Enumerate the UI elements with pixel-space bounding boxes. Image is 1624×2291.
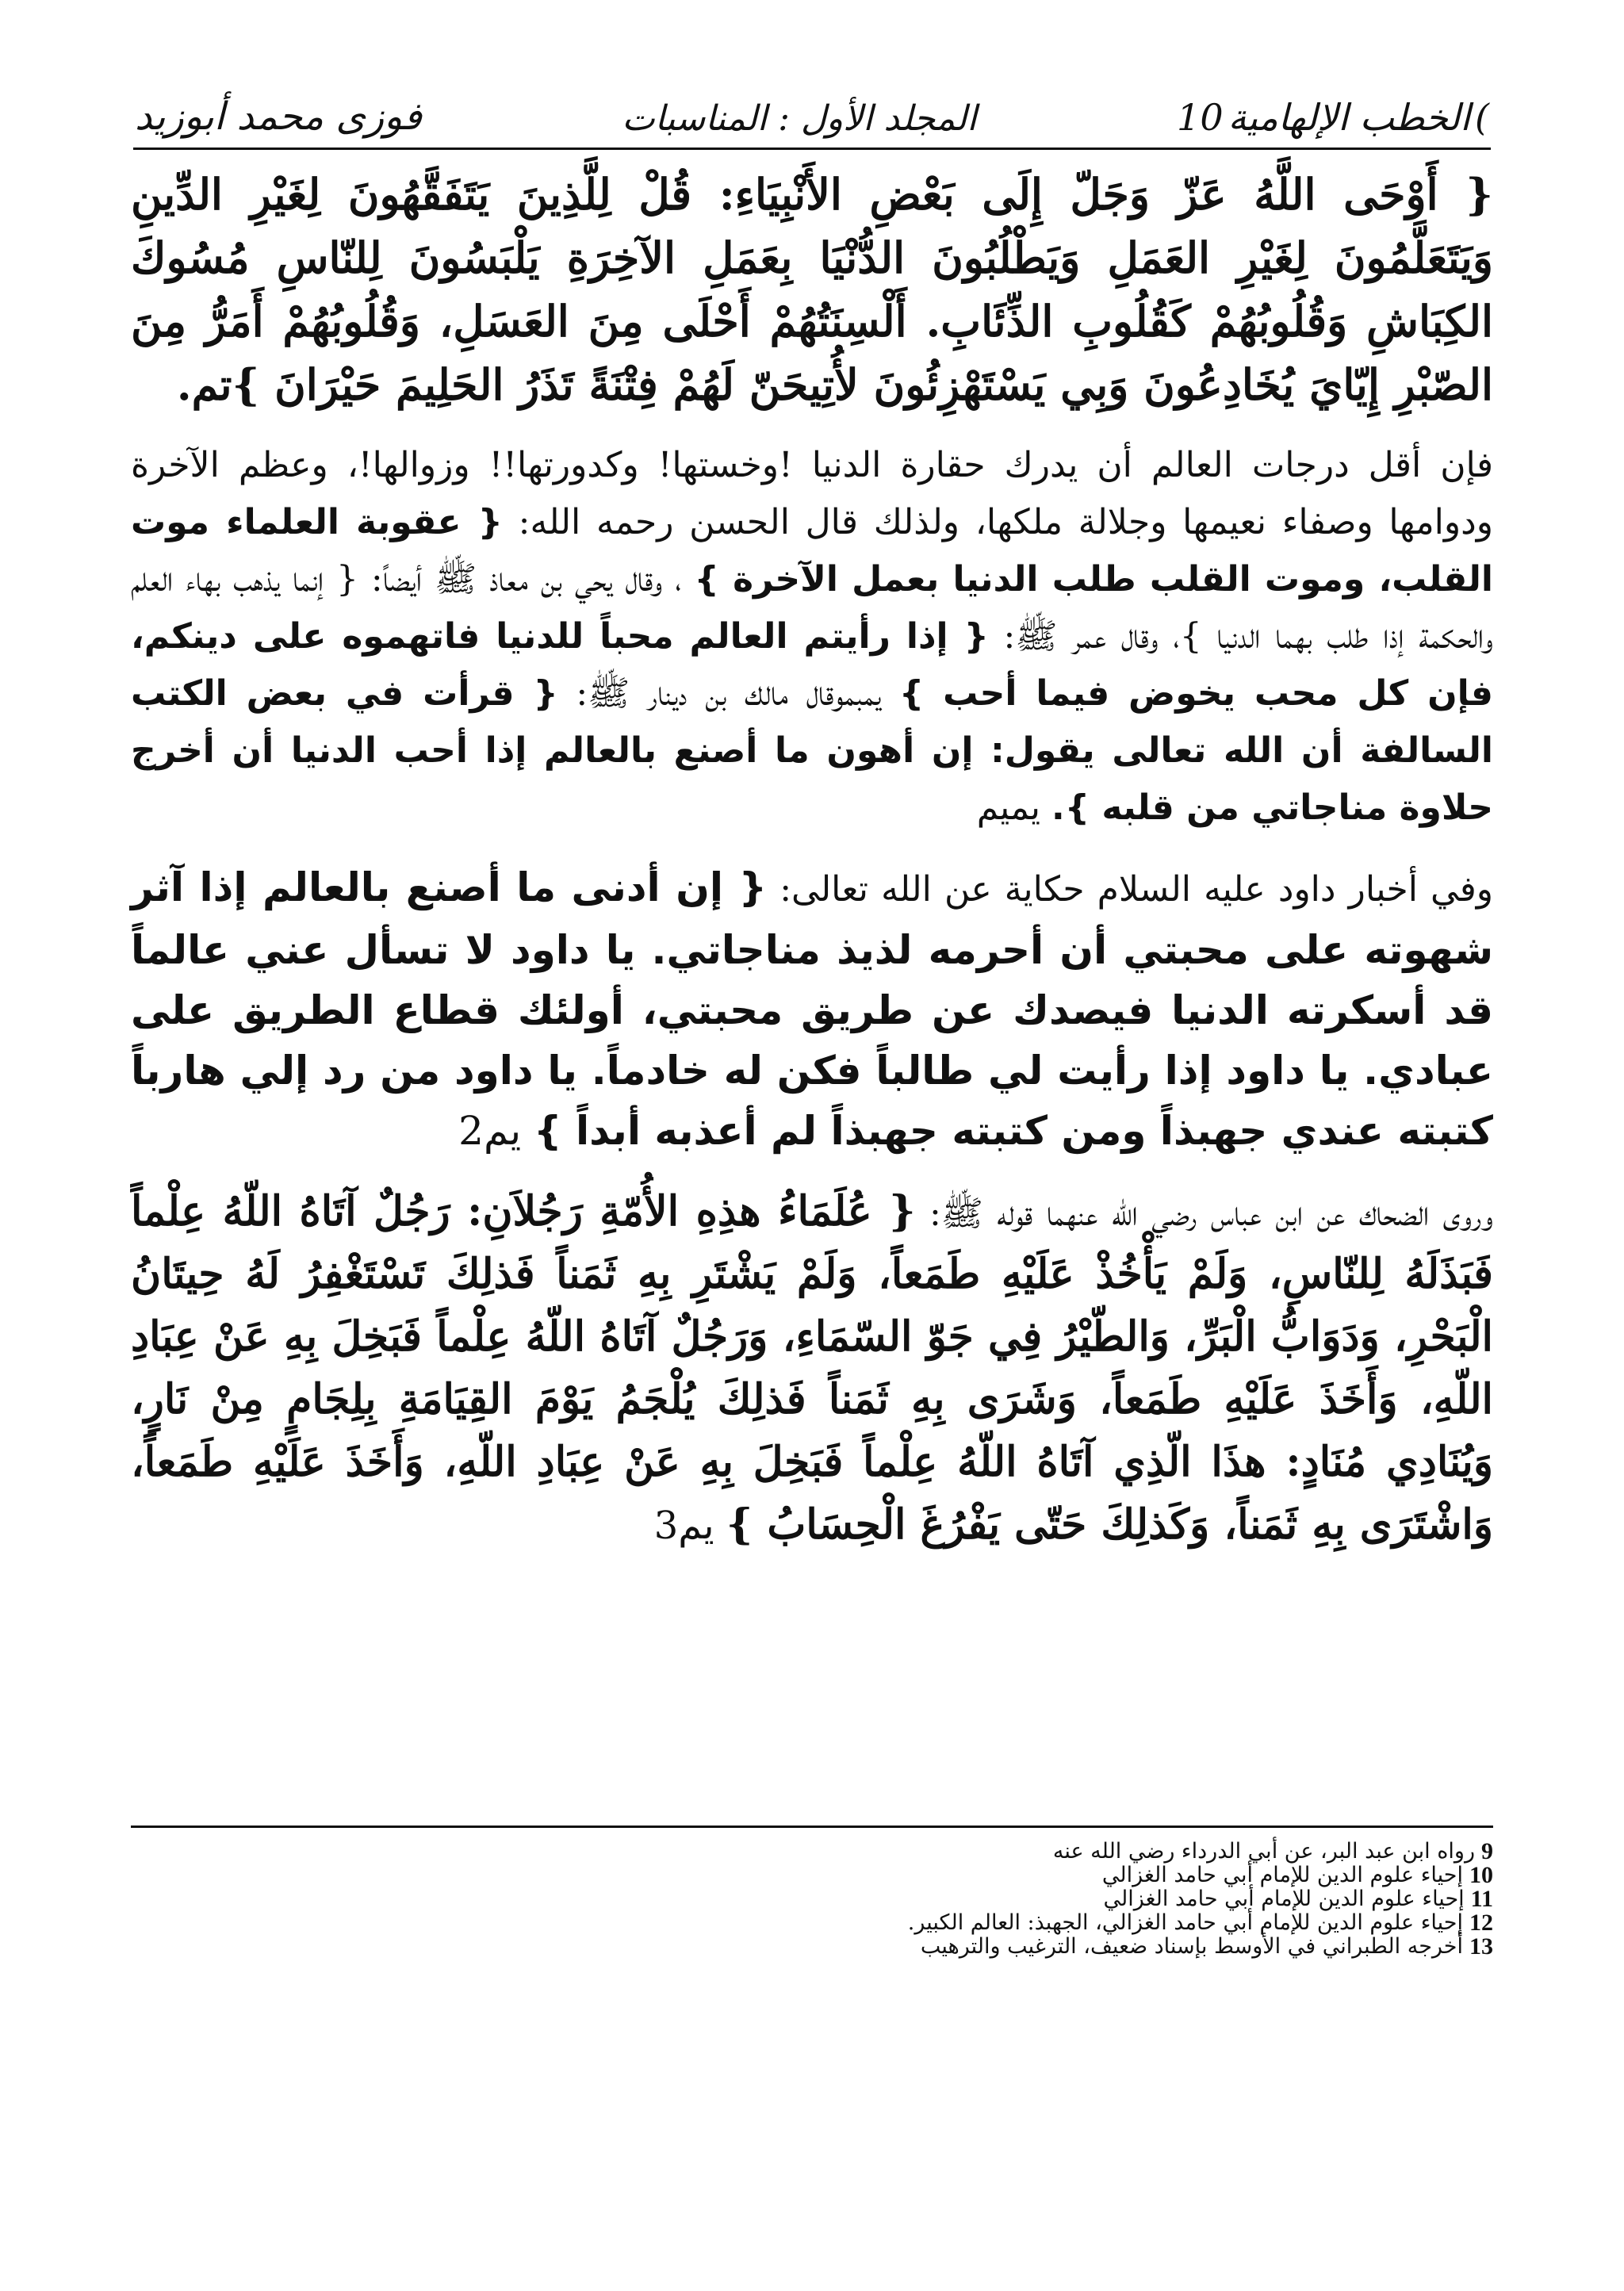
p4-quote: { عُلَمَاءُ هذِهِ الأُمّةِ رَجُلاَنِ: رَجُلٌ آتَاهُ اللّهُ عِلْماً فَبَذَلَهُ لِلنّاسِ، وَلَمْ يَأْخُذْ عَلَيْهِ طَمَعاً، وَلَمْ يَشْتَرِ بِهِ ثَمَناً فَذلِكَ تَسْتَغْفِرُ لَهُ حِيتَانُ الْبَحْرِ، وَدَوَابُّ الْبَرِّ، وَالطّيْرُ فِي جَوّ السّمَاءِ، وَرَجُلٌ آتَاهُ اللّهُ عِلْماً فَبَخِلَ بِهِ عَنْ عِبَادِ اللّهِ، وَأَخَذَ عَلَيْهِ طَمَعاً، وَشَرَى بِهِ ثَمَناً فَذلِكَ يُلْجَمُ يَوْمَ القِيَامَةِ بِلِجَامٍ مِنْ نَارٍ، وَيُنَادِي مُنَادٍ: هذَا الّذِي آتَاهُ اللّهُ عِلْماً فَبَخِلَ بِهِ عَنْ عِبَادِ اللّهِ، وَأَخَذَ عَلَيْهِ طَمَعاً، وَاشْتَرَى بِهِ ثَمَناً، وَكَذلِكَ حَتّى يَفْرُغَ الْحِسَابُ } — [131, 1187, 1493, 1549]
page-header — [135, 83, 1489, 139]
footnote-text: إحياء علوم الدين للإمام أبي حامد الغزالي، الجهبذ: العالم الكبير. — [907, 1910, 1463, 1935]
header-divider — [133, 147, 1491, 150]
header-bracket: ) — [1475, 96, 1489, 139]
footnotes — [131, 1840, 1493, 1959]
footnote — [131, 1911, 1493, 1935]
footnote — [131, 1864, 1493, 1887]
p2-text-a: فإن أقل درجات العالم أن يدرك حقارة الدنيا !وخستها! وكدورتها!! وزوالها!، وعظم الآخرة ودوامها وصفاء نعيمها وجلالة ملكها، ولذلك قال الحسن رحمه الله: — [131, 445, 1493, 542]
paragraph-3 — [131, 857, 1493, 1161]
p2-quote-a: { عقوبة العلماء موت القلب، وموت القلب طلب الدنيا بعمل الآخرة } — [131, 502, 1493, 600]
footnote-number: 9 — [1481, 1838, 1493, 1864]
footnote-number: 12 — [1469, 1910, 1493, 1936]
p2-quote-c: { قرأت في بعض الكتب السالفة أن الله تعالى يقول: إن أهون ما أصنع بالعالم إذا أحب الدنيا أن أخرج حلاوة مناجاتي من قلبه }. — [131, 673, 1493, 828]
p3-quote: { إن أدنى ما أصنع بالعالم إذا آثر شهوته على محبتي أن أحرمه لذيذ مناجاتي. يا داود لا تسأل عني عالماً قد أسكرته الدنيا فيصدك عن طريق محبتي، أولئك قطاع الطريق على عبادي. يا داود إذا رأيت لي طالباً فكن له خادماً. يا داود من رد إلي هارباً كتبته عندي جهبذاً ومن كتبته جهبذاً لم أعذبه أبداً } — [131, 864, 1493, 1154]
footnote-divider — [131, 1826, 1493, 1828]
p2-end: يميم — [976, 787, 1051, 828]
footnote-text: إحياء علوم الدين للإمام أبي حامد الغزالي — [1101, 1863, 1463, 1887]
footnote — [131, 1840, 1493, 1864]
author-name: فوزى محمد أبوزيد — [135, 94, 422, 139]
page-reference: 10 — [1177, 96, 1224, 139]
footnote — [131, 1887, 1493, 1911]
footnote-text: إحياء علوم الدين للإمام أبي حامد الغزالي — [1103, 1887, 1465, 1911]
p2-text-c: يمبموقال مالك بن دينار ﷺ: — [557, 673, 899, 714]
footnote-number: 13 — [1469, 1933, 1493, 1960]
paragraph-2 — [131, 437, 1493, 837]
paragraph-1: { أَوْحَى اللَّهُ عَزّ وَجَلّ إِلَى بَعْضِ الأَنْبِيَاءِ: قُلْ لِلَّذِينَ يَتَفَقَّهُونَ لِغَيْرِ الدِّينِ وَيَتَعَلَّمُونَ لِغَيْرِ العَمَلِ وَيَطْلُبُونَ الدُّنْيَا بِعَمَلِ الآخِرَةِ يَلْبَسُونَ لِلنّاسِ مُسُوكَ الكِبَاشِ وَقُلُوبُهُمْ كَقُلُوبِ الذِّئَابِ. أَلْسِنَتُهُمْ أَحْلَى مِنَ العَسَلِ، وَقُلُوبُهُمْ أَمَرُّ مِنَ الصّبْرِ إِيّايَ يُخَادِعُونَ وَبِي يَسْتَهْزِئُونَ لأُتِيحَنّ لَهُمْ فِتْنَةً تَذَرُ الحَلِيمَ حَيْرَانَ }تم. — [131, 169, 1493, 410]
page-body — [131, 163, 1493, 1578]
p3-text: وفي أخبار داود عليه السلام حكاية عن الله تعالى: — [767, 869, 1493, 910]
footnote-number: 10 — [1469, 1862, 1493, 1888]
book-title-group — [1177, 96, 1489, 139]
paragraph-4 — [131, 1182, 1493, 1557]
volume-title: المجلد الأول : المناسبات — [622, 98, 977, 139]
book-title: الخطب الإلهامية — [1228, 96, 1471, 139]
p3-end: يم2 — [458, 1108, 534, 1154]
p2-text-b: ، وقال يحي بن معاذ ﷺ أيضاً: { إنما يذهب بهاء العلم والحكمة إذا طلب بهما الدنيا }، وقال عمر ﷺ: — [131, 559, 1493, 657]
footnote-number: 11 — [1470, 1886, 1493, 1912]
footnote-text: أخرجه الطبراني في الأوسط بإسناد ضعيف، الترغيب والترهيب — [920, 1934, 1463, 1959]
p4-text: وروى الضحاك عن ابن عباس رضي الله عنهما قوله ﷺ: — [915, 1193, 1493, 1234]
footnote-text: رواه ابن عبد البر، عن أبي الدرداء رضي الله عنه — [1052, 1839, 1475, 1864]
p4-end: يم3 — [653, 1504, 726, 1548]
footnote — [131, 1935, 1493, 1959]
p2-quote-b: { إذا رأيتم العالم محباً للدنيا فاتهموه على دينكم، فإن كل محب يخوض فيما أحب } — [131, 616, 1493, 714]
